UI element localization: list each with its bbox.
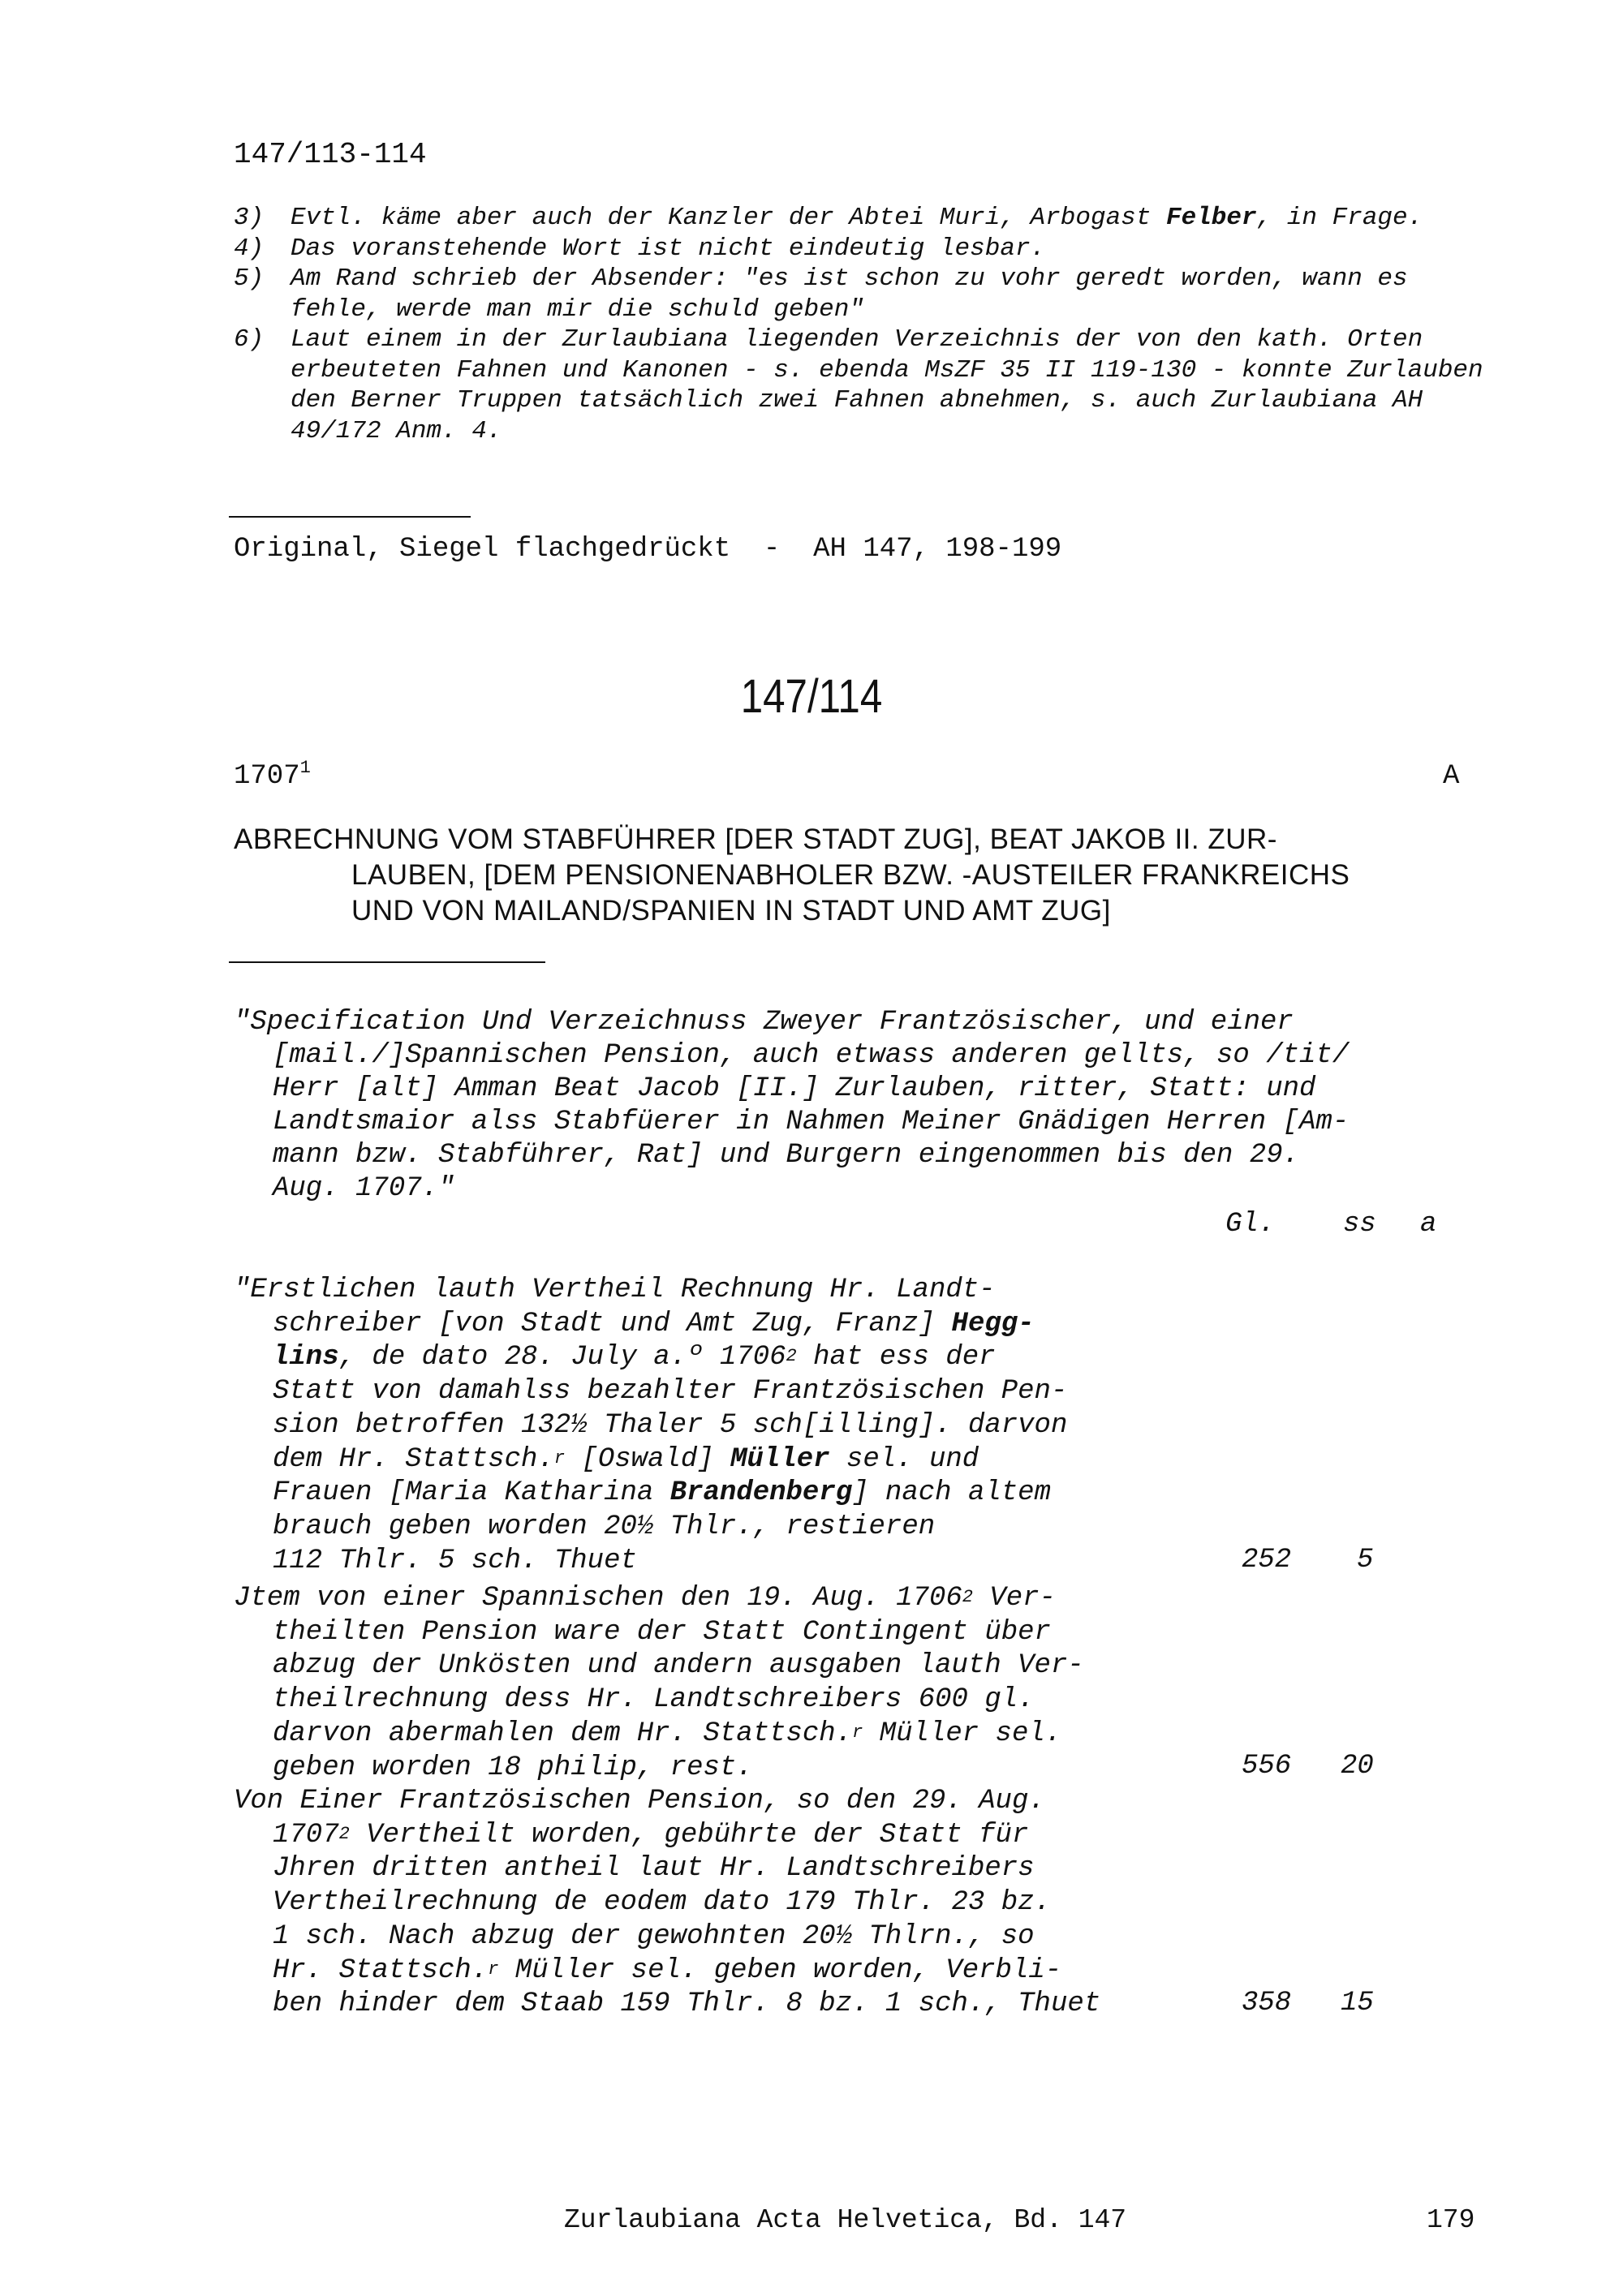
footnote-number: 3) [234, 204, 265, 232]
footnote-mark: 2 [962, 1587, 973, 1607]
entry-text: dem Hr. Stattsch. [273, 1443, 554, 1475]
spec-line: Aug. 1707." [273, 1173, 455, 1204]
amount-ss: 20 [1341, 1751, 1374, 1782]
superscript: r [553, 1447, 566, 1468]
entry-line [234, 1819, 1208, 1853]
entry-text: ] nach altem [852, 1477, 1051, 1509]
heading-line: LAUBEN, [DEM PENSIONENABHOLER BZW. -AUSTEILER FRANKREICHS [351, 859, 1350, 891]
account-entry [234, 1274, 1175, 1578]
footnote-text: Laut einem in der Zurlaubiana liegenden Verzeichnis der von den kath. Orten erbeuteten Fahnen und Kanonen - s. ebenda MsZF 35 II 119-130 - konnte Zurlauben den Berner Truppen tatsächlich zwei Fahnen abnehmen, s. auch Zurlaubiana AH 49/172 Anm. 4. [291, 325, 1483, 445]
spec-line: Landtsmaior alss Stabfüerer in Nahmen Meiner Gnädigen Herren [Am- [273, 1107, 1350, 1137]
footnote-mark: 2 [338, 1823, 350, 1844]
entry-line [234, 1477, 1175, 1511]
spec-line: Herr [alt] Amman Beat Jacob [II.] Zurlauben, ritter, Statt: und [273, 1073, 1316, 1104]
entry-line [234, 1718, 1175, 1752]
account-entry [234, 1785, 1208, 2022]
amount-ss: 5 [1357, 1545, 1374, 1576]
page-number: 179 [1427, 2205, 1475, 2235]
footnote-3 [234, 203, 1500, 234]
column-header-a: a [1420, 1209, 1437, 1240]
entry-text: Hr. Stattsch. [273, 1954, 489, 1986]
entry-text: Jtem von einer Spannischen den 19. Aug. 1706 [234, 1583, 962, 1614]
entry-text: [Oswald] [565, 1443, 731, 1475]
footnote-6 [234, 325, 1500, 446]
entry-text: 1707 [273, 1819, 339, 1851]
heading-line: ABRECHNUNG VOM STABFÜHRER [DER STADT ZUG], BEAT JAKOB II. ZUR- [234, 823, 1277, 855]
amount-gl: 556 [1242, 1751, 1292, 1782]
divider-rule [229, 516, 471, 518]
account-entry [234, 1582, 1175, 1785]
entry-text: hat ess der [796, 1342, 996, 1374]
entry-text: Vertheilt worden, gebührte der Statt für [349, 1819, 1029, 1851]
document-heading [234, 822, 1500, 929]
entry-name: Hegg- [951, 1308, 1035, 1339]
entry-text: , de dato 28. July a.º 1706 [338, 1342, 786, 1374]
entry-line: Statt von damahlss bezahlter Frantzösischen Pen- [273, 1376, 1068, 1408]
amount-gl: 252 [1242, 1545, 1292, 1576]
entry-line: ben hinder dem Staab 159 Thlr. 8 bz. 1 sch., Thuet [273, 1989, 1101, 2020]
entry-text: schreiber [von Stadt und Amt Zug, Franz] [273, 1308, 952, 1339]
amount-gl: 358 [1242, 1988, 1292, 2019]
entry-text: darvon abermahlen dem Hr. Stattsch. [273, 1718, 853, 1749]
source-note: Original, Siegel flachgedrückt - AH 147, 198-199 [234, 534, 1062, 565]
heading-line: UND VON MAILAND/SPANIEN IN STADT UND AMT ZUG] [351, 895, 1111, 927]
superscript: r [852, 1722, 863, 1743]
page-reference: 147/113-114 [234, 138, 427, 171]
entry-line: theilten Pension ware der Statt Contingent über [273, 1616, 1051, 1648]
entry-line: theilrechnung dess Hr. Landtschreibers 600 gl. [273, 1684, 1035, 1716]
entry-name: Müller [730, 1443, 830, 1475]
entry-line [234, 1954, 1208, 1989]
footnote-name-felber: Felber [1165, 204, 1257, 232]
column-header-ss: ss [1343, 1209, 1376, 1240]
entry-line [234, 1443, 1175, 1477]
footnote-4 [234, 234, 1500, 264]
entry-line [234, 1341, 1175, 1375]
document-number: 147/114 [740, 670, 883, 723]
entry-name: lins [273, 1342, 339, 1374]
year-value: 1707 [234, 761, 300, 792]
entry-line: Vertheilrechnung de eodem dato 179 Thlr. 23 bz. [273, 1887, 1051, 1919]
amount-ss: 15 [1341, 1988, 1374, 2019]
spec-line: "Specification Und Verzeichnuss Zweyer Frantzösischer, und einer [234, 1007, 1294, 1038]
footnote-text-part: Evtl. käme aber auch der Kanzler der Abtei Muri, Arbogast [291, 204, 1166, 232]
spec-line: mann bzw. Stabführer, Rat] und Burgern eingenommen bis den 29. [273, 1140, 1300, 1171]
entry-line: brauch geben worden 20½ Thlr., restieren [273, 1511, 936, 1542]
footnote-number: 5) [234, 264, 265, 293]
footnote-text: Am Rand schrieb der Absender: "es ist schon zu vohr geredt worden, wann es fehle, werde man mir die schuld geben" [291, 264, 1408, 324]
entry-line: sion betroffen 132½ Thaler 5 sch[illing]. darvon [273, 1409, 1068, 1441]
entry-line: Von Einer Frantzösischen Pension, so den 29. Aug. [234, 1786, 1045, 1817]
document-letter: A [1443, 761, 1460, 792]
entry-text: sel. und [829, 1443, 979, 1475]
entry-name: Brandenberg [669, 1477, 853, 1509]
footnote-text-part: , in Frage. [1256, 204, 1423, 232]
entry-line: Jhren dritten antheil laut Hr. Landtschreibers [273, 1853, 1035, 1885]
footnotes [234, 203, 1500, 446]
entry-line: 1 sch. Nach abzug der gewohnten 20½ Thlrn., so [273, 1920, 1035, 1952]
footnote-number: 6) [234, 325, 265, 354]
entry-line [234, 1308, 1175, 1342]
footnote-text: Das voranstehende Wort ist nicht eindeutig lesbar. [291, 234, 1046, 263]
entry-text: Müller sel. [863, 1718, 1062, 1749]
superscript: r [488, 1958, 499, 1980]
column-header-gl: Gl. [1225, 1209, 1276, 1240]
document-year [234, 758, 311, 792]
footnote-text [291, 203, 1500, 234]
entry-line [234, 1582, 1175, 1616]
entry-line: 112 Thlr. 5 sch. Thuet [273, 1545, 637, 1576]
spec-line: [mail./]Spannischen Pension, auch etwass anderen gellts, so /tit/ [273, 1040, 1350, 1071]
footnote-number: 4) [234, 234, 265, 263]
footer-title: Zurlaubiana Acta Helvetica, Bd. 147 [564, 2205, 1127, 2235]
year-footnote-mark: 1 [299, 758, 311, 778]
entry-text: Ver- [972, 1583, 1056, 1614]
footnote-mark: 2 [786, 1346, 797, 1367]
divider-rule [229, 961, 545, 963]
specification-title [234, 1006, 1483, 1206]
footnote-5 [234, 264, 1500, 325]
entry-text: Frauen [Maria Katharina [273, 1477, 670, 1509]
entry-line: geben worden 18 philip, rest. [273, 1752, 753, 1783]
entry-line: abzug der Unkösten und andern ausgaben lauth Ver- [273, 1650, 1084, 1682]
entry-text: Müller sel. geben worden, Verbli- [498, 1954, 1062, 1986]
entry-line: "Erstlichen lauth Vertheil Rechnung Hr. Landt- [234, 1275, 996, 1305]
